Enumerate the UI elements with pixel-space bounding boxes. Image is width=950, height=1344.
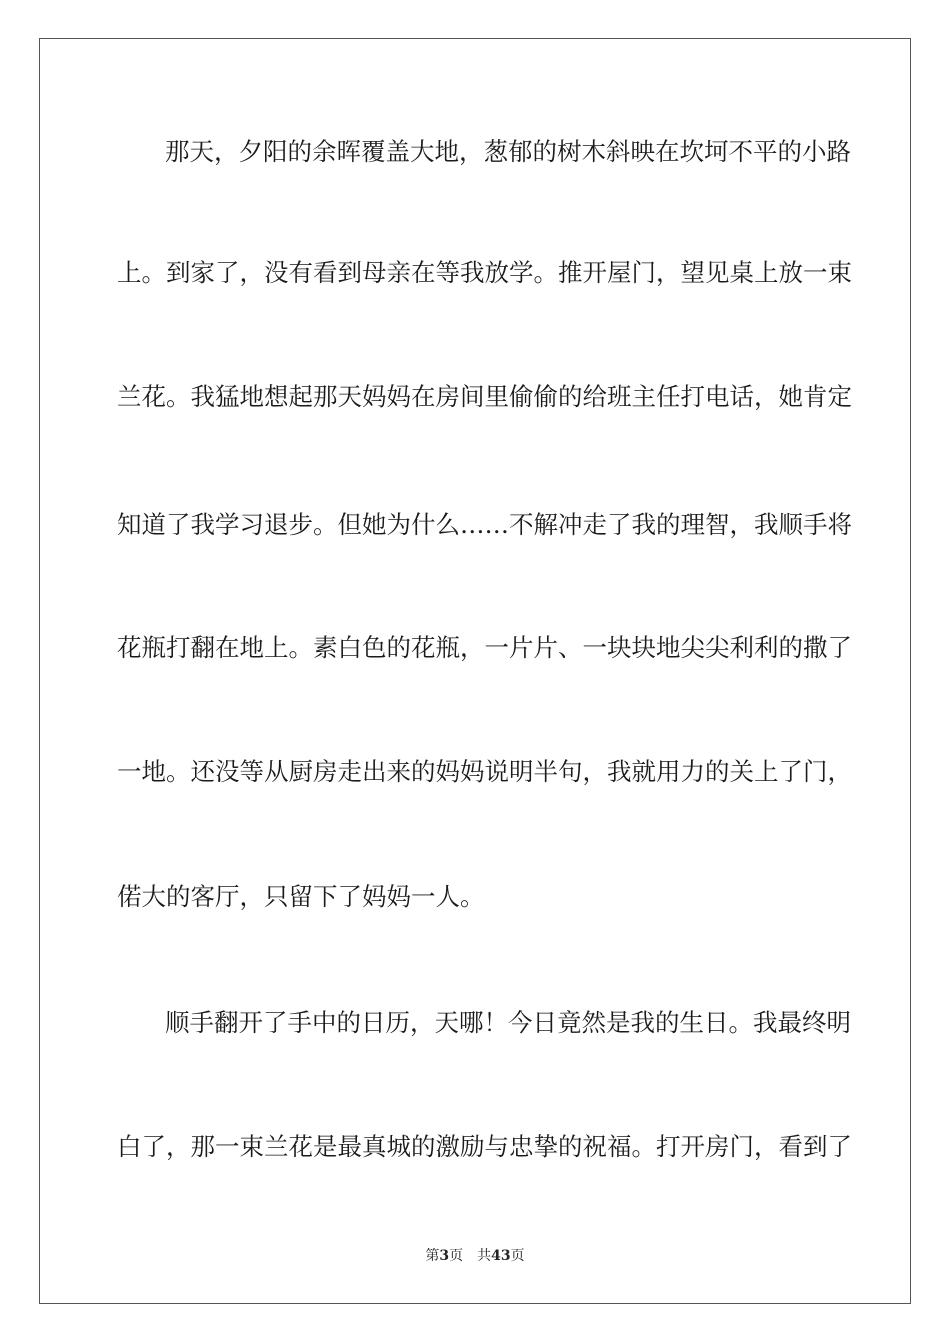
total-pages: 43 [491,1248,511,1264]
paragraph-1-line-7: 偌大的客厅，只留下了妈妈一人。 [117,882,485,911]
total-suffix: 页 [510,1248,525,1264]
total-prefix: 共 [477,1248,492,1264]
paragraph-2-line-2: 白了，那一束兰花是最真城的激励与忠挚的祝福。打开房门，看到了 [117,1132,852,1161]
paragraph-1-line-5: 花瓶打翻在地上。素白色的花瓶，一片片、一块块地尖尖利利的撒了 [117,633,852,662]
page-prefix: 第 [425,1248,440,1264]
page-number: 3 [439,1248,450,1264]
paragraph-1-line-6: 一地。还没等从厨房走出来的妈妈说明半句，我就用力的关上了门， [117,757,852,786]
page-suffix: 页 [449,1248,464,1264]
paragraph-1-line-1: 那天，夕阳的余晖覆盖大地，葱郁的树木斜映在坎坷不平的小路 [165,137,851,166]
paragraph-1-line-4: 知道了我学习退步。但她为什么……不解冲走了我的理智，我顺手将 [117,510,852,539]
page-border [39,38,911,1304]
paragraph-2-line-1: 顺手翻开了手中的日历，天哪！今日竟然是我的生日。我最终明 [165,1008,851,1037]
page-footer [0,1247,950,1265]
paragraph-1-line-3: 兰花。我猛地想起那天妈妈在房间里偷偷的给班主任打电话，她肯定 [117,382,852,411]
paragraph-1-line-2: 上。到家了，没有看到母亲在等我放学。推开屋门，望见桌上放一束 [117,258,852,287]
